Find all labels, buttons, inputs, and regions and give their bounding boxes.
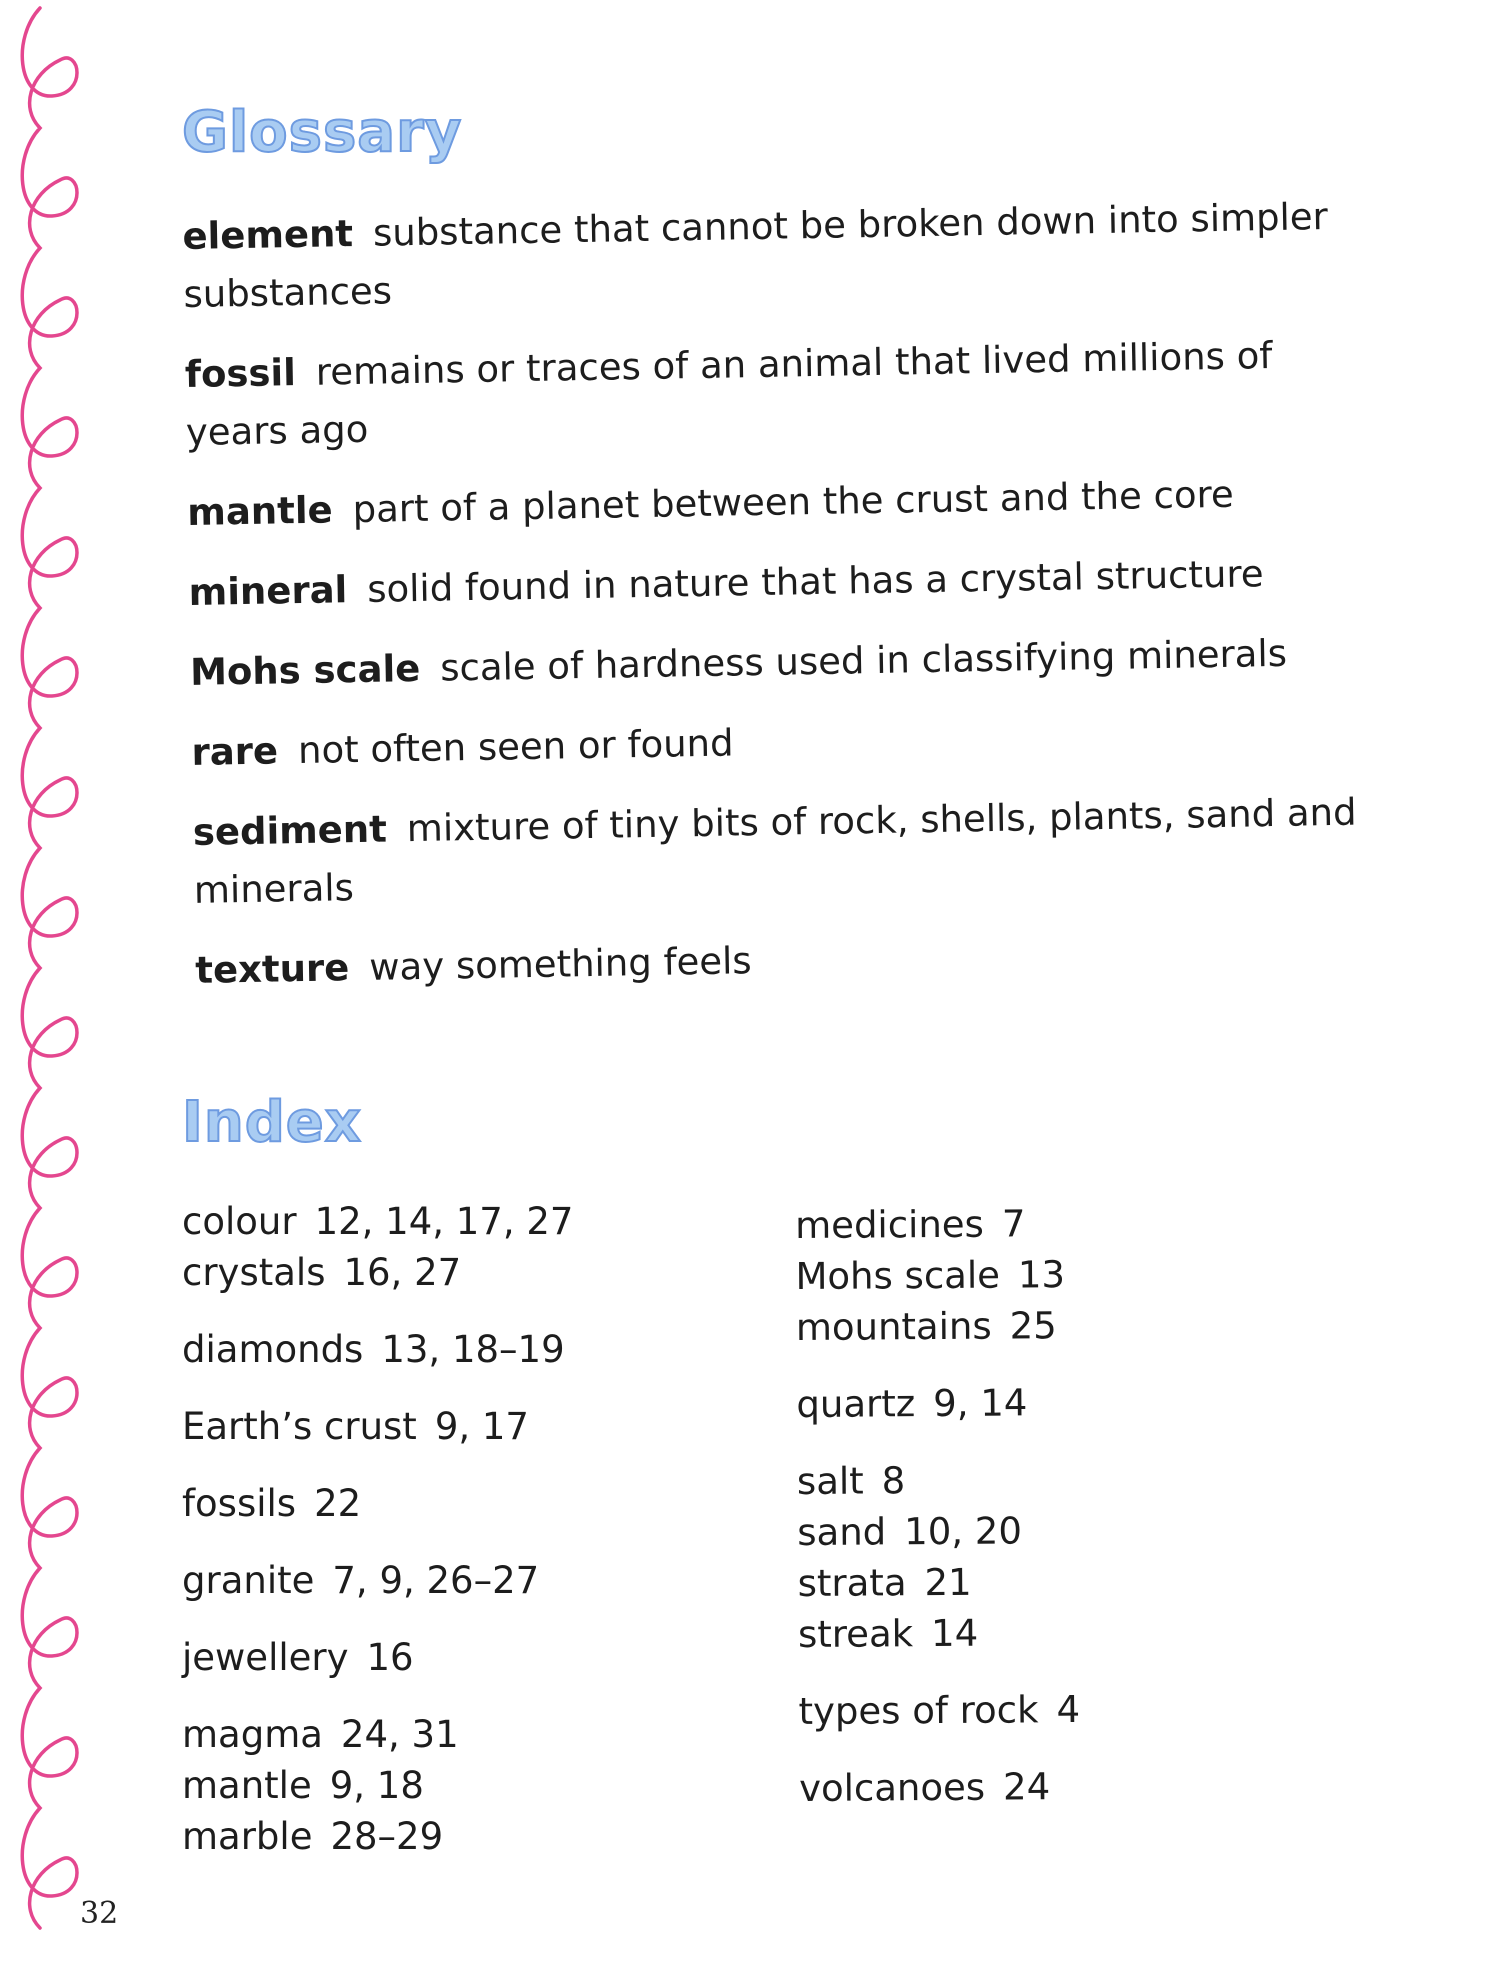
glossary-definition: way something feels [368,939,752,989]
glossary-entry [184,325,1376,462]
index-entry [798,1684,1080,1737]
glossary-definition: mixture of tiny bits of rock, shells, plants, sand and minerals [193,790,1357,912]
glossary-term: mantle [186,488,333,534]
index-pages: 8 [881,1459,906,1503]
index-pages: 13 [1017,1253,1066,1297]
decorative-swirl-border [0,0,110,1982]
index-entry [182,1632,573,1683]
glossary-entry [195,921,1386,1000]
index-entry [799,1761,1081,1814]
index-column-right [795,1198,1081,1814]
index-term: quartz [796,1382,916,1426]
glossary-entry [188,543,1379,622]
index-pages: 24 [1002,1765,1051,1809]
glossary-term: rare [191,729,279,774]
index-entry [795,1249,1077,1302]
index-entry [798,1607,1080,1660]
index-entry [796,1300,1078,1353]
index-pages: 7, 9, 26–27 [332,1559,540,1602]
index-term: granite [182,1559,315,1602]
glossary-definition: scale of hardness used in classifying minerals [439,631,1288,690]
glossary-entry [190,623,1381,702]
index-pages: 13, 18–19 [381,1328,565,1371]
index-entry [797,1505,1079,1558]
index-column-left [182,1196,573,1862]
index-pages: 22 [314,1482,362,1525]
glossary-term: Mohs scale [189,646,421,694]
index-term: magma [182,1713,323,1756]
index-term: medicines [795,1202,985,1247]
index-pages: 14 [930,1611,979,1656]
index-entry [182,1811,573,1862]
index-term: Mohs scale [795,1253,1001,1298]
index-pages: 16, 27 [343,1251,462,1294]
index-term: jewellery [182,1636,349,1679]
index-pages: 10, 20 [904,1509,1023,1554]
index-entry [182,1247,573,1298]
index-entry [795,1198,1077,1251]
index-entry [182,1555,573,1606]
index-term: marble [182,1815,313,1858]
index-pages: 7 [1001,1202,1026,1246]
index-entry [182,1196,573,1247]
index-entry [182,1760,573,1811]
index-pages: 9, 17 [434,1405,529,1448]
glossary-term: mineral [188,568,348,614]
glossary-definition: part of a planet between the crust and the core [352,472,1235,532]
index-pages: 4 [1056,1688,1081,1732]
glossary-term: texture [194,946,350,992]
glossary-term: fossil [184,351,297,396]
index-entry [182,1709,573,1760]
index-entry [796,1377,1078,1430]
index-entry [797,1454,1079,1507]
index-term: diamonds [182,1328,364,1371]
glossary-definition: remains or traces of an animal that lived millions of years ago [185,333,1273,454]
glossary-definition: substance that cannot be broken down into simpler substances [183,195,1329,316]
index-pages: 25 [1009,1304,1057,1348]
index-term: mountains [795,1304,992,1349]
index-heading: Index [182,1090,362,1155]
index-pages: 9, 14 [933,1381,1028,1426]
index-pages: 28–29 [330,1815,444,1858]
glossary-term: sediment [192,807,388,854]
glossary-definition: solid found in nature that has a crystal structure [366,552,1264,611]
glossary-list [182,187,1386,1022]
index-term: strata [797,1561,907,1605]
index-pages: 9, 18 [329,1764,424,1807]
index-term: streak [797,1612,914,1656]
index-term: crystals [182,1251,326,1294]
glossary-entry [187,463,1378,542]
glossary-entry [192,783,1384,920]
index-entry [797,1556,1079,1609]
page-number: 32 [80,1896,119,1931]
index-term: Earth’s crust [182,1405,417,1448]
index-entry [182,1478,573,1529]
glossary-heading: Glossary [182,100,463,165]
index-term: fossils [182,1482,297,1525]
index-pages: 21 [924,1560,972,1605]
glossary-entry [182,187,1374,324]
index-term: colour [182,1200,297,1243]
glossary-entry [191,703,1382,782]
index-term: sand [797,1510,887,1554]
index-term: salt [796,1459,864,1503]
index-pages: 24, 31 [340,1713,459,1756]
index-entry [182,1401,573,1452]
index-term: mantle [182,1764,312,1807]
index-term: volcanoes [798,1765,986,1810]
glossary-term: element [182,212,354,258]
index-pages: 12, 14, 17, 27 [314,1200,574,1243]
index-entry [182,1324,573,1375]
index-pages: 16 [366,1636,414,1679]
index-term: types of rock [798,1688,1039,1733]
glossary-definition: not often seen or found [297,721,734,773]
